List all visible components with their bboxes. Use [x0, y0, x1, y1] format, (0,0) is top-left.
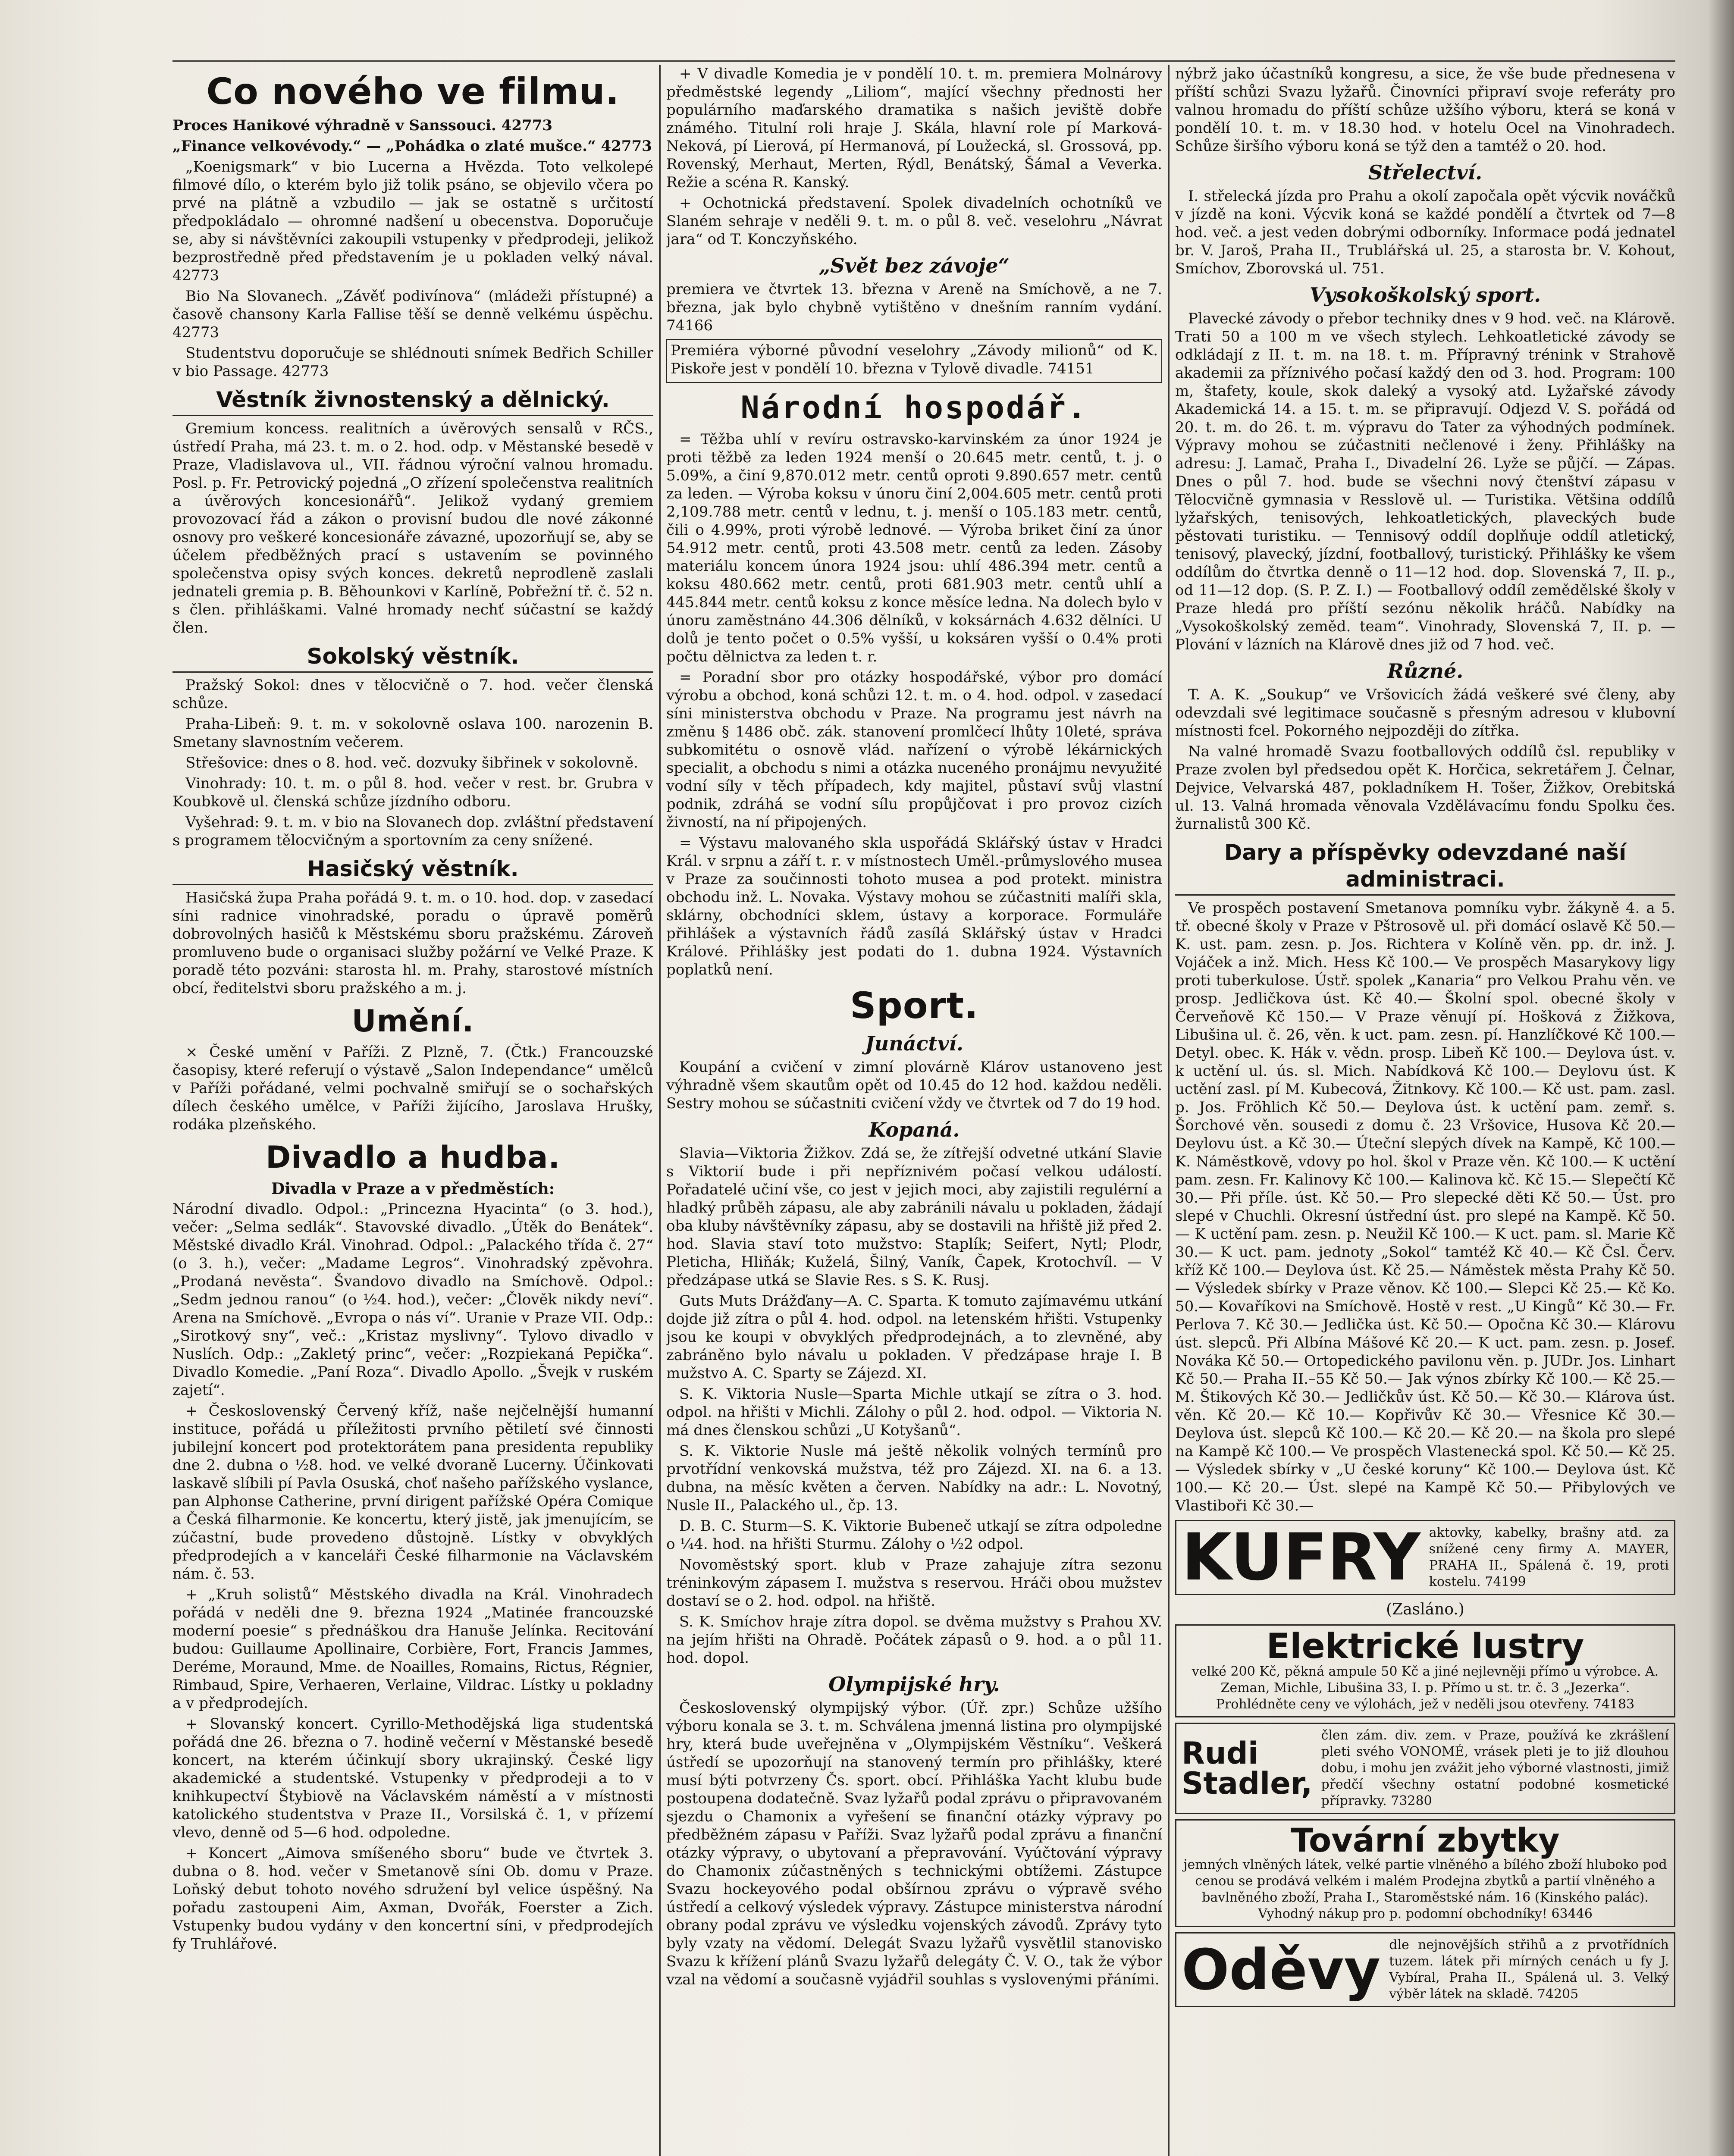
- advert-odevy: [1175, 1932, 1675, 2007]
- subheading: Různé.: [1387, 659, 1464, 683]
- article-paragraph: Pražský Sokol: dnes v tělocvičně o 7. hod. večer členská schůze.: [172, 677, 653, 712]
- advert-title: Rudi Stadler,: [1182, 1736, 1313, 1801]
- article-paragraph: nýbrž jako účastníků kongresu, a sice, že vše bude přednesena v příští schůzi Svazu lyžařů. Činovníci připraví svoje referáty pro valnou hromadu do příští schůze užšího výboru, která se koná v pondělí 10. t. m. v 18.30 hod. v hotelu Ocel na Vinohradech. Schůze širšího výboru koná se týž den a tamtéž o 20. hod.: [1175, 65, 1675, 155]
- article-paragraph: + V divadle Komedia je v pondělí 10. t. m. premiera Molnárovy předměstské legendy „Liliom“, mající všechny přednosti her populárního maďarského dramatika s našich jeviště dobře známého. Titulní roli hraje J. Skála, hlavní role pí Marková-Neková, pí Lierová, pí Hermanová, pí Loužecká, sl. Grossová, pp. Rovenský, Merhaut, Merten, Rýdl, Benátský, Šámal a Veverka. Režie a scéna R. Kanský.: [666, 65, 1162, 191]
- article-paragraph: Studentstvu doporučuje se shlédnouti snímek Bedřich Schiller v bio Passage. 42773: [172, 345, 653, 380]
- section-heading-divadlo: Divadlo a hudba.: [266, 1140, 560, 1175]
- section-heading-dary: Dary a příspěvky odevzdané naší administraci.: [1175, 839, 1675, 896]
- announcement-text: premiera ve čtvrtek 13. března v Areně na Smíchově, a ne 7. března, jak bylo chybně vytištěno v dnešním ranním vydání. 74166: [666, 281, 1162, 334]
- article-paragraph: Na valné hromadě Svazu footballových oddílů čsl. republiky v Praze zvolen byl předsedou opět K. Horčica, sekretářem J. Čelnar, Dejvice, Velvarská 487, pokladníkem H. Tošer, Žižkov, Orebitská ul. 13. Valná hromada věnovala Vzdělávacímu fondu Spolku čes. žurnalistů 300 Kč.: [1175, 743, 1675, 833]
- advert-text: jemných vlněných látek, velké partie vlněného a bílého zboží hluboko pod cenou se prodává velkém i malém Prodejna zbytků a partií vlněného a bavlněného zboží, Praha I., Staroměstské nám. 16 (Kinského palác). Vyhodný nákup pro p. podomní obchodníky! 63446: [1183, 1857, 1667, 1921]
- article-paragraph: + Slovanský koncert. Cyrillo-Methodějská liga studentská pořádá dne 26. března o 7. hodině večerní v Městanské besedě koncert, na kterém účinkují sbory ukrajinský. České ligy akademické a studentské. Vstupenky v předprodeji a to v knihkupectví Štybiově na Václavském náměstí a v místnosti katolického studentstva v Praze II., Vorsilská č. 1, v přízemí vlevo, denně od 5—6 hod. odpoledne.: [172, 1715, 653, 1841]
- page-edge-shadow: [1708, 0, 1734, 2156]
- article-paragraph: Hasičská župa Praha pořádá 9. t. m. o 10. hod. dop. v zasedací síni radnice vinohradské, poradu o úpravě poměrů dobrovolných hasičů k Městskému sboru pražskému. Zároveň promluveno bude o organisaci služby požární ve Velké Praze. K poradě této pozváni: starosta hl. m. Prahy, starostové místních obcí, ředitelstvi sboru pražského a m. j.: [172, 889, 653, 997]
- article-paragraph: Proces Hanikové výhradně v Sanssouci. 42773: [172, 117, 553, 134]
- article-paragraph: Československý olympijský výbor. (Úř. zpr.) Schůze užšího výboru konala se 3. t. m. Schválena jmenná listina pro olympijské hry, která bude uveřejněna v „Olympijském Věstníku“. Veškerá ústředí se upozorňují na stanovený termín pro přihlášky, které musí býti potvrzeny Čs. sport. obcí. Přihláška Yacht klubu bude postoupena dodatečně. Svaz lyžařů podal zprávu o připravovaném sjezdu o Chamonix a vyřešení se finanční otázky výpravy po předběžném zápasu v Paříži. Svaz lyžařů podal zprávu a finanční otázky výpravy, o ubytovaní a přepravování. Vyúčtování výpravy do Chamonix zúčastněných s technickými obtížemi. Zástupce Svazu hockeyového podal obšírnou zprávu o výpravě svého ústředí a celkový výsledek výpravy. Zástupce ministerstva národní obrany podal zprávu ve výsledku vojenských závodů. Zprávy tyto byly vzaty na vědomí. Delegát Svazu lyžařů vysvětlil stanovisko Svazu k křížení plánů Svazu lyžařů delegáty Č. V. O., tak že výbor vzal na vědomí a současně vyjádřil souhlas s vyslovenými přáními.: [666, 1699, 1162, 1988]
- advert-text: dle nejnovějších střihů a z prvotřídních tuzem. látek při mírných cenách u fy J. Vybíral, Praha II., Spálená ul. 3. Velký výběr látek na skladě. 74205: [1389, 1937, 1669, 2002]
- article-paragraph: S. K. Smíchov hraje zítra dopol. se dvěma mužstvy s Prahou XV. na jejím hřišti na Ohradě. Počátek zápasů o 9. hod. a o půl 11. hod. dopol.: [666, 1613, 1162, 1667]
- section-heading-umeni: Umění.: [351, 1003, 474, 1039]
- article-paragraph: Vinohrady: 10. t. m. o půl 8. hod. večer v rest. br. Grubra v Koubkově ul. členská schůze jízdního odboru.: [172, 775, 653, 810]
- article-paragraph: S. K. Viktorie Nusle má ještě několik volných termínů pro prvotřídní venkovská mužstva, též pro Zájezd. XI. na 6. a 13. dubna, na měsíc květen a červen. Nabídky na adr.: L. Novotný, Nusle II., Palackého ul., čp. 13.: [666, 1442, 1162, 1514]
- article-paragraph: „Finance velkovévody.“ — „Pohádka o zlaté mušce.“ 42773: [172, 138, 652, 155]
- article-paragraph: T. A. K. „Soukup“ ve Vršovicích žádá veškeré své členy, aby odevzdali své legitimace současně s přesným adresou v klubovní místnosti fcel. Pokorného nejpozději do zítřka.: [1175, 686, 1675, 740]
- advert-zbytky: [1175, 1819, 1675, 1927]
- advert-stadler: [1175, 1723, 1675, 1814]
- advert-title: KUFRY: [1182, 1520, 1420, 1595]
- article-paragraph: „Koenigsmark“ v bio Lucerna a Hvězda. Toto velkolepé filmové dílo, o kterém bylo již tolik psáno, se objevilo včera po prvé na plátně a vzbudilo — jak se ostatně s určitostí předpokládalo — ohromné nadšení u obecenstva. Doporučuje se, aby si návštěvníci zakoupili vstupenky v předprodeji, jelikož bezprostředně před představením je u pokladen velký nával. 42773: [172, 158, 653, 284]
- article-paragraph: = Poradní sbor pro otázky hospodářské, výbor pro domácí výrobu a obchod, koná schůzi 12. t. m. o 4. hod. odpol. v zasedací síni ministerstva obchodu v Praze. Na programu jest návrh na změnu § 1486 obč. zák. stanovení promlčecí lhůty 10leté, správa subkomitétu o osnově vlád. nařízení o výrobě lékárnických specialit, a obchodu s nimi a otázka nuceného pronájmu nevyužité vodní síly v těch případech, kdy majitel, půstaví svůj vlastní podnik, zdráhá se vodní sílu propůjčovat i pro provoz cizích živností, na ní připojených.: [666, 669, 1162, 831]
- article-paragraph: Vyšehrad: 9. t. m. v bio na Slovanech dop. zvláštní představení s programem tělocvičným a sportovním za ceny snížené.: [172, 814, 653, 849]
- section-heading-hasic: Hasičský věstník.: [172, 856, 653, 885]
- article-paragraph: = Těžba uhlí v revíru ostravsko-karvinském za únor 1924 je proti těžbě za leden 1924 menší o 20.645 metr. centů, t. j. o 5.09%, a činí 9,870.012 metr. centů oproti 9.890.657 metr. centů za leden. — Výroba koksu v únoru činí 2,004.605 metr. centů proti 2,109.788 metr. centů v lednu, t. j. menší o 105.183 metr. centů, čili o 4.99%, proti výrobě lednové. — Výroba briket činí za únor 54.912 metr. centů, proti 43.508 metr. centů za leden. Zásoby materiálu koncem února 1924 jsou: uhlí 486.394 metr. centů a koksu 480.662 metr. centů, proti 681.903 metr. centů uhlí a 445.844 metr. centů koksu z konce měsíce ledna. Na dolech bylo v únoru zaměstnáno 44.306 dělníků, v koksárnách 4.632 dělníci. U dolů je tento počet o 0.5% vyšší, u koksáren vyšší o 0.4% proti počtu dělnictva za leden t. r.: [666, 431, 1162, 665]
- section-heading-zivnost: Věstník živnostenský a dělnický.: [172, 386, 653, 416]
- article-paragraph: Guts Muts Drážďany—A. C. Sparta. K tomuto zajímavému utkání dojde již zítra o půl 4. hod. odpol. na letenském hřišti. Vstupenky jsou ke koupi v obvyklých předprodejnách, a to zlevněné, aby zabráněno bylo návalu u pokladen. V předzápase hraje I. B mužstvo A. C. Sparty se Zájezd. XI.: [666, 1292, 1162, 1382]
- column-rule: [1168, 65, 1170, 2156]
- advert-text: aktovky, kabelky, brašny atd. za snížené ceny firmy A. MAYER, PRAHA II., Spálená č. 19, proti kostelu. 74199: [1429, 1525, 1669, 1589]
- section-heading-sport: Sport.: [850, 984, 978, 1027]
- advert-text: člen zám. div. zem. v Praze, používá ke zkrášlení pleti svého VONOMÉ, vrásek pleti je to již dlouhou dobu, i mohu jen zvážit jeho výborné vlastnosti, jimiž předčí všechny ostatní podobné kosmetické přípravky. 73280: [1321, 1728, 1669, 1808]
- article-paragraph: + Československý Červený kříž, naše nejčelnější humanní instituce, pořádá u příležitosti prvního pětiletí své činnosti jubilejní koncert pod protektorátem pana presidenta republiky dne 2. dubna o ½8. hod. ve velké dvoraně Lucerny. Účinkovati laskavě slíbili pí Pavla Osuská, choť našeho pařížského vyslance, pan Alphonse Catherine, první dirigent pařížské Opéra Comique a Česká filharmonie. Ke koncertu, který jistě, jak jmenujícím, se zúčastní, bude provedeno důstojně. Lístky v obvyklých předprodejích a v kanceláři České filharmonie na Václavském nám. č. 53.: [172, 1402, 653, 1583]
- subheading: Junáctví.: [865, 1032, 963, 1055]
- section-heading-hospodar: Národní hospodář.: [740, 389, 1088, 426]
- column-3: [1175, 65, 1675, 2156]
- article-paragraph: Slavia—Viktoria Žižkov. Zdá se, že zítřejší odvetné utkání Slavie s Viktorií bude i při nepříznivém počasí velkou událostí. Pořadatelé učiní vše, co jest v jejich moci, aby zajistili regulérní a hladký průběh zápasu, ale aby zabránili návalu u pokladen, žádají oba kluby návštěvníky zápasu, aby se dostavili na hřiště již před 2. hod. Slavia staví toto mužstvo: Staplík; Seifert, Nytl; Plodr, Pleticha, Hliňák; Kuželá, Šilný, Vaník, Čapek, Krotochvíl. — V předzápase utká se Slavie Res. s S. K. Rusj.: [666, 1145, 1162, 1289]
- advert-text: velké 200 Kč, pěkná ampule 50 Kč a jiné nejlevněji přímo u výrobce. A. Zeman, Michle, Libušina 33, I. p. Přímo u st. tr. č. 3 „Jezerka“. Prohlédněte ceny ve výlohách, jež v neděli jsou otevřeny. 74183: [1192, 1664, 1659, 1712]
- advert-kufry: [1175, 1520, 1675, 1595]
- advert-title: Oděvy: [1182, 1937, 1381, 2002]
- article-paragraph: Bio Na Slovanech. „Závěť podivínova“ (mládeži přístupné) a časově chansony Karla Fallise těší se denně velkému úspěchu. 42773: [172, 288, 653, 341]
- theatre-listing: Národní divadlo. Odpol.: „Princezna Hyacinta“ (o 3. hod.), večer: „Selma sedlák“. Stavovské divadlo. „Útěk do Benátek“. Městské divadlo Král. Vinohrad. Odpol.: „Palackého třída č. 27“ (o 3. h.), večer: „Madame Legros“. Vinohradský zpěvohra. „Prodaná nevěsta“. Švandovo divadlo na Smíchově. Odpol.: „Sedm jednou ranou“ (o ½4. hod.), večer: „Člověk nikdy neví“. Arena na Smíchově. „Evropa o nás ví“. Uranie v Praze VII. Odp.: „Sirotkový sny“, več.: „Kristaz myslivny“. Tylovo divadlo v Nuslích. Odp.: „Zakletý princ“, večer: „Rozpiekaná Pepička“. Divadlo Komedie. „Paní Roza“. Divadlo Apollo. „Švejk v ruském zajetí“.: [172, 1200, 653, 1399]
- article-paragraph: Ve prospěch postavení Smetanova pomníku vybr. žákyně 4. a 5. tř. obecné školy v Praze v Pštrosově ul. při domácí oslavě Kč 50.— K. ust. pam. zesn. p. Jos. Richtera v Kolíně věn. pp. dr. inž. J. Vojáček a inž. Mich. Hess Kč 100.— Ve prospěch Masarykovy ligy proti tuberkulose. Ústř. spolek „Kanaria“ pro Velkou Prahu věn. ve prosp. Jedličkova úst. Kč 40.— Školní spol. obecné školy v Červeňově Kč 150.— V Praze věnují pí. Hošková z Žižkova, Libušina ul. č. 26, věn. k uct. pam. zesn. pí. Hanzlíčkové Kč 100.— Detyl. obec. K. Hák v. vědn. prosp. Libeň Kč 100.— Deylova úst. v. k uctění ul. ús. sl. Mich. Nabídková Kč 100.— Deylovu úst. K uctění zasl. pí M. Kubecová, Žitnkovy. Kč 100.— Kč ust. pam. zasl. p. Jos. Fröhlich Kč 50.— Deylova úst. k uctění pam. zemř. s. Šorchové věn. sousedi z domu č. 23 Vršovice, Husova Kč 20.— Deylovu úst. a Kč 30.— Úteční slepých dívek na Kampě, Kč 100.— K. Náměstkově, vdovy po hol. škol v Praze věn. Kč 100.— K uctění pam. zesn. Fr. Kalinovy Kč 100.— Kalinova kč. Kč 15.— Slepečtí Kč 30.— Při příle. úst. Kč 50.— Pro slepecké děti Kč 50.— Úst. pro slepé v Chuchli. Okresní ústřední úst. pro slepé na Kampě. Kč 50.— K uctění pam. zesn. p. Neužil Kč 100.— K uct. pam. sl. Marie Kč 30.— K uct. pam. jednoty „Sokol“ tamtéž Kč 40.— Kč Čsl. Červ. kříž Kč 100.— Deylova úst. Kč 25.— Náměstek města Prahy Kč 50.— Výsledek sbírky v Praze věnov. Kč 100.— Slepci Kč 25.— Kč Ko. 50.— Kovaříkovi na Smíchově. Hostě v rest. „U Kingů“ Kč 30.— Fr. Perlova 7. Kč 30.— Jedlička úst. Kč 50.— Opočna Kč 30.— Klárovu úst. slepců. Při Albína Mášové Kč 20.— K uct. pam. zesn. p. Josef. Nováka Kč 50.— Ortopedického pavilonu věn. p. JUDr. Jos. Linhart Kč 50.— Praha II.–55 Kč 50.— Jak výnos zbírky Kč 100.— Kč 25.— M. Štikových Kč 30.— Jedličkův úst. Kč 50.— Kč 30.— Klárova úst. věn. Kč 20.— Kč 10.— Kopřivův Kč 30.— Vřesnice Kč 30.— Deylova úst. slepců Kč 100.— Kč 20.— Kč 20.— na škola pro slepé na Kampě Kč 100.— Ve prospěch Vlastenecká spol. Kč 50.— Kč 25.— Výsledek sbírky v „U české koruny“ Kč 100.— Deylova úst. Kč 100.— Kč 20.— Úst. slepé na Kampě Kč 50.— Přibylových ve Vlastiboři Kč 30.—: [1175, 899, 1675, 1514]
- subheading: Kopaná.: [869, 1118, 960, 1141]
- announcement-box: [666, 339, 1162, 383]
- section-heading-sokol: Sokolský věstník.: [172, 643, 653, 673]
- article-paragraph: S. K. Viktoria Nusle—Sparta Michle utkají se zítra o 3. hod. odpol. na hřišti v Michli. Zálohy o půl 2. hod. odpol. — Viktoria N. má dnes členskou schůzi „U Kotyšanů“.: [666, 1385, 1162, 1439]
- article-paragraph: I. střelecká jízda pro Prahu a okolí započala opět výcvik nováčků v jízdě na koni. Výcvik koná se každé pondělí a čtvrtek od 7—8 hod. več. a jest veden dobrými odborníky. Informace podá jednatel br. V. Jaroš, Praha II., Trublářská ul. 25, a starosta br. V. Kohout, Smíchov, Zborovská ul. 751.: [1175, 188, 1675, 277]
- article-paragraph: Koupání a cvičení v zimní plovárně Klárov ustanoveno jest výhradně všem skautům opět od 10.45 do 12 hod. každou neděli. Sestry mohou se súčastniti cvičení vždy ve čtvrtek od 7 do 19 hod.: [666, 1059, 1162, 1112]
- subheading: Střelectví.: [1368, 161, 1483, 184]
- subheading: Olympijské hry.: [828, 1673, 1000, 1696]
- advert-title: Tovární zbytky: [1291, 1821, 1560, 1859]
- article-paragraph: = Výstavu malovaného skla uspořádá Sklářský ústav v Hradci Král. v srpnu a září t. r. v místnostech Uměl.-průmyslového musea v Praze za součinnosti tohoto musea a pod protekt. ministra obchodu inž. L. Novaka. Výstavy mohou se zúčastniti malíři skla, sklárny, obchodníci sklem, ústavy a korporace. Formuláře přihlášek a výstavních řádů zasílá Sklářský ústav v Hradci Králové. Přihlášky jest podati do 1. dubna 1924. Výstavních poplatků není.: [666, 834, 1162, 978]
- column-1: [172, 65, 653, 2156]
- article-paragraph: × České umění v Paříži. Z Plzně, 7. (Čtk.) Francouzské časopisy, které referují o výstavě „Salon Independance“ umělců v Paříži pořádané, velmi pochvalně smiřují se o sochařských dílech českého umělce, v Paříži žijícího, Jaroslava Hrušky, rodáka plzeňského.: [172, 1044, 653, 1133]
- advert-lustry: [1175, 1624, 1675, 1717]
- article-paragraph: Střešovice: dnes o 8. hod. več. dozvuky šibřinek v sokolovně.: [185, 754, 638, 771]
- article-paragraph: Plavecké závody o přebor techniky dnes v 9 hod. več. na Klárově. Trati 50 a 100 m ve všech stylech. Lehkoatletické závody se odkládají z II. t. m. na 18. t. m. Přípravný trénink v Strahově akademii za příznivého počasí každý den od 3. hod. Program: 100 m, štafety, koule, skok daleký a vysoký atd. Lyžařské závody Akademická 14. a 15. t. m. se připravují. Odjezd V. S. pořádá od 20. t. m. do 26. t. m. výpravu do Tater za výhodných podmínek. Výpravy mohou se zúčastniti nečlenové i ženy. Přihlášky na adresu: J. Lamač, Praha I., Divadelní 26. Lyže se půjčí. — Zápas. Dnes o půl 7. hod. bude se všechni nový čtenštví zápasu v Tělocvičně gymnasia v Resslově ul. — Turistika. Většina oddílů lyžařských, tenisových, lehkoatletických, plaveckých bude pěstovati turistiku. — Tennisový oddíl doplňuje oddíl atletický, tenisový, plavecký, jízdní, footballový, turistický. Přihlášky ke všem oddílům do čtvrtka denně o 11—12 hod. dop. Slovenská 7, II. p., od 11—12 dop. (S. P. Z. I.) — Footballový oddíl zemědělské školy v Praze hledá pro příští sezónu několik hráčů. Nabídky na „Vysokoškolský zeměd. team“. Vinohrady, Slovenská 7, II. p. — Plování v lázních na Klárově dnes již od 7 hod. več.: [1175, 310, 1675, 653]
- subheading: Divadla v Praze a v předměstích:: [271, 1180, 555, 1198]
- article-paragraph: + „Kruh solistů“ Městského divadla na Král. Vinohradech pořádá v neděli dne 9. března 1924 „Matinée francouzské moderní poesie“ s přednáškou dra Hanuše Jelínka. Recitování budou: Guillaume Apollinaire, Corbière, Fort, Francis Jammes, Deréme, Moraund, Mme. de Noailles, Romains, Rictus, Régnier, Rimbaud, Spire, Verhaeren, Verlaine, Vildrac. Lístky u pokladny a v předprodejích.: [172, 1586, 653, 1712]
- column-rule: [659, 65, 661, 2156]
- article-paragraph: + Koncert „Aimova smíšeného sboru“ bude ve čtvrtek 3. dubna o 8. hod. večer v Smetanově síni Ob. domu v Praze. Loňský debut tohoto nového sdružení byl velice úspěšný. Na pořadu zastoupeni Aim, Axman, Dvořák, Foerster a Zich. Vstupenky budou vydány v den koncertní síni, v předprodejích fy Truhlářové.: [172, 1845, 653, 1952]
- article-paragraph: + Ochotnická představení. Spolek divadelních ochotníků ve Slaném sehraje v neděli 9. t. m. o půl 8. več. veselohru „Návrat jara“ od T. Konczyňského.: [666, 194, 1162, 248]
- article-paragraph: D. B. C. Sturm—S. K. Viktorie Bubeneč utkají se zítra odpoledne o ¼4. hod. na hřišti Sturmu. Zálohy o ½2 odpol.: [666, 1517, 1162, 1553]
- advert-title: Elektrické lustry: [1266, 1626, 1584, 1666]
- section-heading-film: Co nového ve filmu.: [206, 70, 620, 113]
- announcement-text: Premiéra výborné původní veselohry „Závody milionů“ od K. Piskoře jest v pondělí 10. března v Tylově divadle. 74151: [671, 342, 1158, 377]
- top-rule: [172, 60, 1675, 62]
- article-paragraph: Gremium koncess. realitních a úvěrových sensalů v RČS., ústředí Praha, má 23. t. m. o 2. hod. odp. v Městanské besedě v Praze, Vladislavova ul., VII. řádnou výroční valnou hromadu. Posl. p. Fr. Petrovický pojedná „O zřízení společenstva realitních a úvěrových koncesionářů“. Jelikož vydaný gremiem provozovací řád a zákon o provisní budou dle nové zákonné osnovy pro veškeré koncesionáře závazné, upozorňují se, aby se účelem předběžných prací s ustavením se povinného společenstva opisy svých konces. dekretů neprodleně zaslali jednateli gremia p. B. Běhounkovi v Karlíně, Pobřežní tř. č. 52 n. s člen. přihláškami. Valné hromady nechť súčastní se každý člen.: [172, 420, 653, 636]
- article-paragraph: Praha-Libeň: 9. t. m. v sokolovně oslava 100. narozenin B. Smetany slavnostním večerem.: [172, 715, 653, 751]
- column-2: [666, 65, 1162, 2156]
- subheading: Vysokoškolský sport.: [1309, 283, 1541, 307]
- announcement-heading: „Svět bez závoje“: [818, 254, 1010, 277]
- advert-note: (Zasláno.): [1386, 1601, 1464, 1618]
- article-paragraph: Novoměstský sport. klub v Praze zahajuje zítra sezonu tréninkovým zápasem I. mužstva s reservou. Hráči obou mužstev dostaví se o 2. hod. odpol. na hřiště.: [666, 1556, 1162, 1610]
